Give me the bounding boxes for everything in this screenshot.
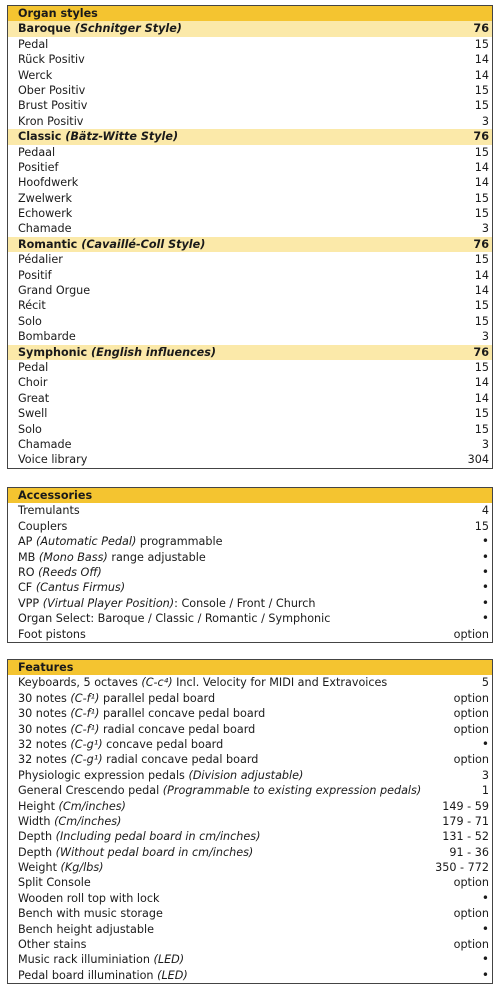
spec-label-note: (Including pedal board in cm/inches) <box>55 830 261 844</box>
spec-label-note: (Kg/lbs) <box>60 861 104 875</box>
division-name: Hoofdwerk <box>18 176 79 190</box>
division-row <box>8 37 492 52</box>
spec-label-note: (Mono Bass) <box>38 550 108 564</box>
spec-value: option <box>453 938 489 952</box>
division-row <box>8 68 492 83</box>
division-row <box>8 52 492 67</box>
style-total: 76 <box>473 345 489 359</box>
division-name: Kron Positiv <box>18 114 84 128</box>
spec-row <box>8 952 492 967</box>
spec-label-text: Wooden roll top with lock <box>18 891 160 905</box>
style-total: 76 <box>473 237 489 251</box>
spec-label-text: CF <box>18 581 36 595</box>
division-row <box>8 360 492 375</box>
division-row <box>8 406 492 421</box>
accessories-header <box>8 488 492 503</box>
division-stops: 15 <box>474 83 489 97</box>
spec-value: • <box>481 952 489 967</box>
spec-label-text: Width <box>18 814 55 828</box>
spec-value: 350 - 772 <box>435 861 489 875</box>
voice-library-label: Voice library <box>18 453 88 467</box>
division-stops: 15 <box>474 314 489 328</box>
spec-row <box>8 814 492 829</box>
style-note: (Cavaillé-Coll Style) <box>81 237 206 251</box>
spec-label <box>18 534 223 549</box>
spec-label-suffix: range adjustable <box>107 550 206 564</box>
division-row <box>8 391 492 406</box>
spec-value: option <box>453 707 489 721</box>
spec-label-text: Bench with music storage <box>18 907 163 921</box>
voice-library-row <box>8 452 492 467</box>
division-stops: 3 <box>481 330 489 344</box>
spec-label-text: 30 notes <box>18 707 71 721</box>
spec-label-suffix: Incl. Velocity for MIDI and Extravoices <box>172 676 388 690</box>
features-table <box>7 659 493 984</box>
spec-row <box>8 829 492 844</box>
spec-label-note: (Automatic Pedal) <box>35 535 137 549</box>
style-note: (Schnitger Style) <box>74 22 182 36</box>
spec-label <box>18 783 421 798</box>
division-name: Great <box>18 391 50 405</box>
spec-label-note: (C-g¹) <box>70 737 103 751</box>
features-title: Features <box>18 661 74 674</box>
spec-value: 149 - 59 <box>442 799 489 813</box>
spec-label-note: (Cantus Firmus) <box>35 581 126 595</box>
spec-row <box>8 875 492 890</box>
style-total: 76 <box>473 130 489 144</box>
spec-label <box>18 596 316 611</box>
spec-label-text: Organ Select: Baroque / Classic / Romantic / Symphonic <box>18 612 331 626</box>
spec-label <box>18 550 206 565</box>
spec-row <box>8 565 492 580</box>
spec-label-note: (Programmable to existing expression pedals) <box>162 784 422 798</box>
spec-value: option <box>453 753 489 767</box>
spec-value: • <box>481 580 489 595</box>
spec-label <box>18 952 184 967</box>
spec-value: • <box>481 549 489 564</box>
division-name: Pedal <box>18 360 49 374</box>
division-name: Pedaal <box>18 145 56 159</box>
division-stops: 14 <box>474 68 489 82</box>
spec-label-suffix: parallel concave pedal board <box>99 707 266 721</box>
style-group-title <box>18 21 182 36</box>
division-name: Solo <box>18 422 42 436</box>
division-stops: 14 <box>474 284 489 298</box>
spec-label <box>18 891 159 906</box>
spec-label <box>18 580 125 595</box>
spec-label-suffix: programmable <box>136 535 223 549</box>
division-row <box>8 160 492 175</box>
spec-row <box>8 580 492 595</box>
spec-value: option <box>453 907 489 921</box>
division-stops: 3 <box>481 114 489 128</box>
division-name: Ober Positiv <box>18 83 86 97</box>
spec-label <box>18 722 255 737</box>
spec-label-suffix: radial concave pedal board <box>99 722 256 736</box>
spec-row <box>8 968 492 983</box>
division-row <box>8 437 492 452</box>
spec-value: 179 - 71 <box>442 814 489 828</box>
spec-row <box>8 596 492 611</box>
division-row <box>8 175 492 190</box>
spec-label <box>18 752 258 767</box>
style-group-title <box>18 345 216 360</box>
spec-label-note: (Virtual Player Position) <box>42 596 175 610</box>
spec-label <box>18 860 104 875</box>
spec-label <box>18 503 80 518</box>
spec-row <box>8 675 492 690</box>
spec-label-note: (Without pedal board in cm/inches) <box>55 845 254 859</box>
spec-label-note: (C-f¹) <box>70 722 100 736</box>
division-stops: 15 <box>474 145 489 159</box>
spec-value: 4 <box>481 504 489 518</box>
spec-row <box>8 550 492 565</box>
spec-value: • <box>481 967 489 982</box>
division-row <box>8 114 492 129</box>
spec-row <box>8 503 492 518</box>
style-group-header <box>8 21 492 36</box>
spec-label <box>18 565 102 580</box>
spec-label-text: Pedal board illumination <box>18 968 158 982</box>
spec-label-note: (Division adjustable) <box>188 768 304 782</box>
spec-label-text: RO <box>18 565 39 579</box>
spec-row <box>8 737 492 752</box>
division-row <box>8 422 492 437</box>
division-stops: 15 <box>474 407 489 421</box>
spec-label-text: Depth <box>18 845 56 859</box>
spec-label-text: Music rack illuminiation <box>18 953 154 967</box>
accessories-title: Accessories <box>18 489 93 502</box>
division-stops: 15 <box>474 99 489 113</box>
spec-label <box>18 627 86 642</box>
spec-label <box>18 519 67 534</box>
spec-value: • <box>481 921 489 936</box>
spec-label <box>18 968 188 983</box>
style-name: Baroque <box>18 22 71 36</box>
division-name: Bombarde <box>18 330 76 344</box>
division-stops: 15 <box>474 253 489 267</box>
division-name: Pédalier <box>18 253 63 267</box>
organ-styles-table <box>7 5 493 469</box>
spec-label-note: (LED) <box>153 953 185 967</box>
division-row <box>8 145 492 160</box>
division-row <box>8 329 492 344</box>
division-name: Positief <box>18 160 59 174</box>
spec-row <box>8 783 492 798</box>
division-name: Grand Orgue <box>18 284 91 298</box>
division-name: Pedal <box>18 37 49 51</box>
division-row <box>8 98 492 113</box>
division-stops: 15 <box>474 422 489 436</box>
spec-label-text: 32 notes <box>18 737 71 751</box>
spec-value: option <box>453 627 489 641</box>
division-name: Récit <box>18 299 46 313</box>
spec-value: • <box>481 611 489 626</box>
accessories-table <box>7 487 493 643</box>
spec-value: 1 <box>481 784 489 798</box>
spec-label <box>18 906 163 921</box>
spec-row <box>8 519 492 534</box>
style-name: Classic <box>18 130 62 144</box>
spec-label-suffix: concave pedal board <box>102 737 224 751</box>
spec-label <box>18 768 303 783</box>
spec-label-text: Split Console <box>18 876 91 890</box>
division-name: Echowerk <box>18 207 73 221</box>
spec-label-text: 32 notes <box>18 753 71 767</box>
spec-label <box>18 937 86 952</box>
division-row <box>8 298 492 313</box>
spec-label-suffix: parallel pedal board <box>99 691 216 705</box>
spec-label <box>18 829 260 844</box>
style-group-title <box>18 237 205 252</box>
spec-label-text: Physiologic expression pedals <box>18 768 189 782</box>
division-stops: 14 <box>474 160 489 174</box>
division-stops: 14 <box>474 376 489 390</box>
division-stops: 15 <box>474 37 489 51</box>
spec-value: • <box>481 564 489 579</box>
style-name: Romantic <box>18 237 78 251</box>
spec-label-text: Tremulants <box>18 504 80 518</box>
division-row <box>8 314 492 329</box>
spec-label-text: Couplers <box>18 519 68 533</box>
style-note: (English influences) <box>91 345 217 359</box>
spec-label-note: (C-f¹) <box>70 691 100 705</box>
style-group-header <box>8 345 492 360</box>
organ-styles-header <box>8 6 492 21</box>
spec-row <box>8 937 492 952</box>
spec-value: 3 <box>481 768 489 782</box>
style-note: (Bätz-Witte Style) <box>65 130 179 144</box>
spec-label-suffix: : Console / Front / Church <box>174 596 316 610</box>
organ-styles-title: Organ styles <box>18 7 98 20</box>
division-stops: 15 <box>474 191 489 205</box>
division-name: Zwelwerk <box>18 191 72 205</box>
division-name: Swell <box>18 407 48 421</box>
spec-value: • <box>481 736 489 751</box>
division-row <box>8 206 492 221</box>
features-header <box>8 660 492 675</box>
spec-label-text: 30 notes <box>18 691 71 705</box>
style-group-header <box>8 237 492 252</box>
spec-label <box>18 799 126 814</box>
spec-label <box>18 737 223 752</box>
spec-row <box>8 845 492 860</box>
spec-value: 5 <box>481 676 489 690</box>
spec-value: 131 - 52 <box>442 830 489 844</box>
spec-label <box>18 875 91 890</box>
division-name: Choir <box>18 376 48 390</box>
spec-value: option <box>453 876 489 890</box>
spec-label-note: (C-f¹) <box>70 707 100 721</box>
spec-label <box>18 611 330 626</box>
division-name: Positif <box>18 268 52 282</box>
spec-value: • <box>481 890 489 905</box>
division-name: Chamade <box>18 437 72 451</box>
division-stops: 3 <box>481 222 489 236</box>
division-stops: 3 <box>481 437 489 451</box>
spec-label <box>18 845 253 860</box>
spec-row <box>8 722 492 737</box>
spec-value: option <box>453 691 489 705</box>
voice-library-value: 304 <box>467 453 489 467</box>
style-total: 76 <box>473 22 489 36</box>
spec-label-text: Depth <box>18 830 56 844</box>
division-name: Brust Positiv <box>18 99 88 113</box>
spec-label-note: (C-c⁴) <box>141 676 173 690</box>
spec-row <box>8 860 492 875</box>
division-name: Solo <box>18 314 42 328</box>
division-stops: 14 <box>474 391 489 405</box>
spec-row <box>8 799 492 814</box>
spec-label-text: 30 notes <box>18 722 71 736</box>
spec-label-text: Weight <box>18 861 61 875</box>
spec-label-note: (LED) <box>157 968 188 982</box>
spec-row <box>8 922 492 937</box>
spec-label-note: (Cm/inches) <box>58 799 126 813</box>
spec-row <box>8 768 492 783</box>
spec-label-text: MB <box>18 550 39 564</box>
division-row <box>8 375 492 390</box>
spec-row <box>8 752 492 767</box>
spec-row <box>8 691 492 706</box>
division-row <box>8 83 492 98</box>
division-name: Werck <box>18 68 53 82</box>
division-name: Rück Positiv <box>18 53 85 67</box>
division-row <box>8 191 492 206</box>
spec-value: option <box>453 722 489 736</box>
style-group-header <box>8 129 492 144</box>
division-row <box>8 268 492 283</box>
spec-label-text: AP <box>18 535 36 549</box>
division-stops: 14 <box>474 268 489 282</box>
spec-value: 15 <box>474 519 489 533</box>
spec-label <box>18 706 265 721</box>
division-row <box>8 283 492 298</box>
style-name: Symphonic <box>18 345 88 359</box>
spec-row <box>8 611 492 626</box>
spec-value: • <box>481 595 489 610</box>
spec-row <box>8 627 492 642</box>
division-stops: 14 <box>474 176 489 190</box>
spec-label-note: (Reeds Off) <box>38 565 102 579</box>
spec-label-suffix: radial concave pedal board <box>102 753 259 767</box>
spec-label <box>18 922 154 937</box>
division-row <box>8 221 492 236</box>
spec-value: 91 - 36 <box>449 845 489 859</box>
spec-label-text: Other stains <box>18 938 87 952</box>
spec-label <box>18 691 215 706</box>
spec-row <box>8 706 492 721</box>
spec-row <box>8 906 492 921</box>
division-stops: 15 <box>474 299 489 313</box>
division-stops: 15 <box>474 207 489 221</box>
spec-row <box>8 891 492 906</box>
division-stops: 15 <box>474 360 489 374</box>
spec-value: • <box>481 534 489 549</box>
spec-label <box>18 814 121 829</box>
spec-label-text: Bench height adjustable <box>18 922 154 936</box>
spec-label-text: Keyboards, 5 octaves <box>18 676 142 690</box>
division-name: Chamade <box>18 222 72 236</box>
spec-label-text: VPP <box>18 596 43 610</box>
spec-row <box>8 534 492 549</box>
spec-label <box>18 675 387 690</box>
spec-label-text: Height <box>18 799 59 813</box>
division-row <box>8 252 492 267</box>
spec-label-text: Foot pistons <box>18 627 86 641</box>
style-group-title <box>18 129 178 144</box>
spec-label-note: (C-g¹) <box>70 753 103 767</box>
division-stops: 14 <box>474 53 489 67</box>
spec-label-text: General Crescendo pedal <box>18 784 163 798</box>
spec-label-note: (Cm/inches) <box>54 814 122 828</box>
